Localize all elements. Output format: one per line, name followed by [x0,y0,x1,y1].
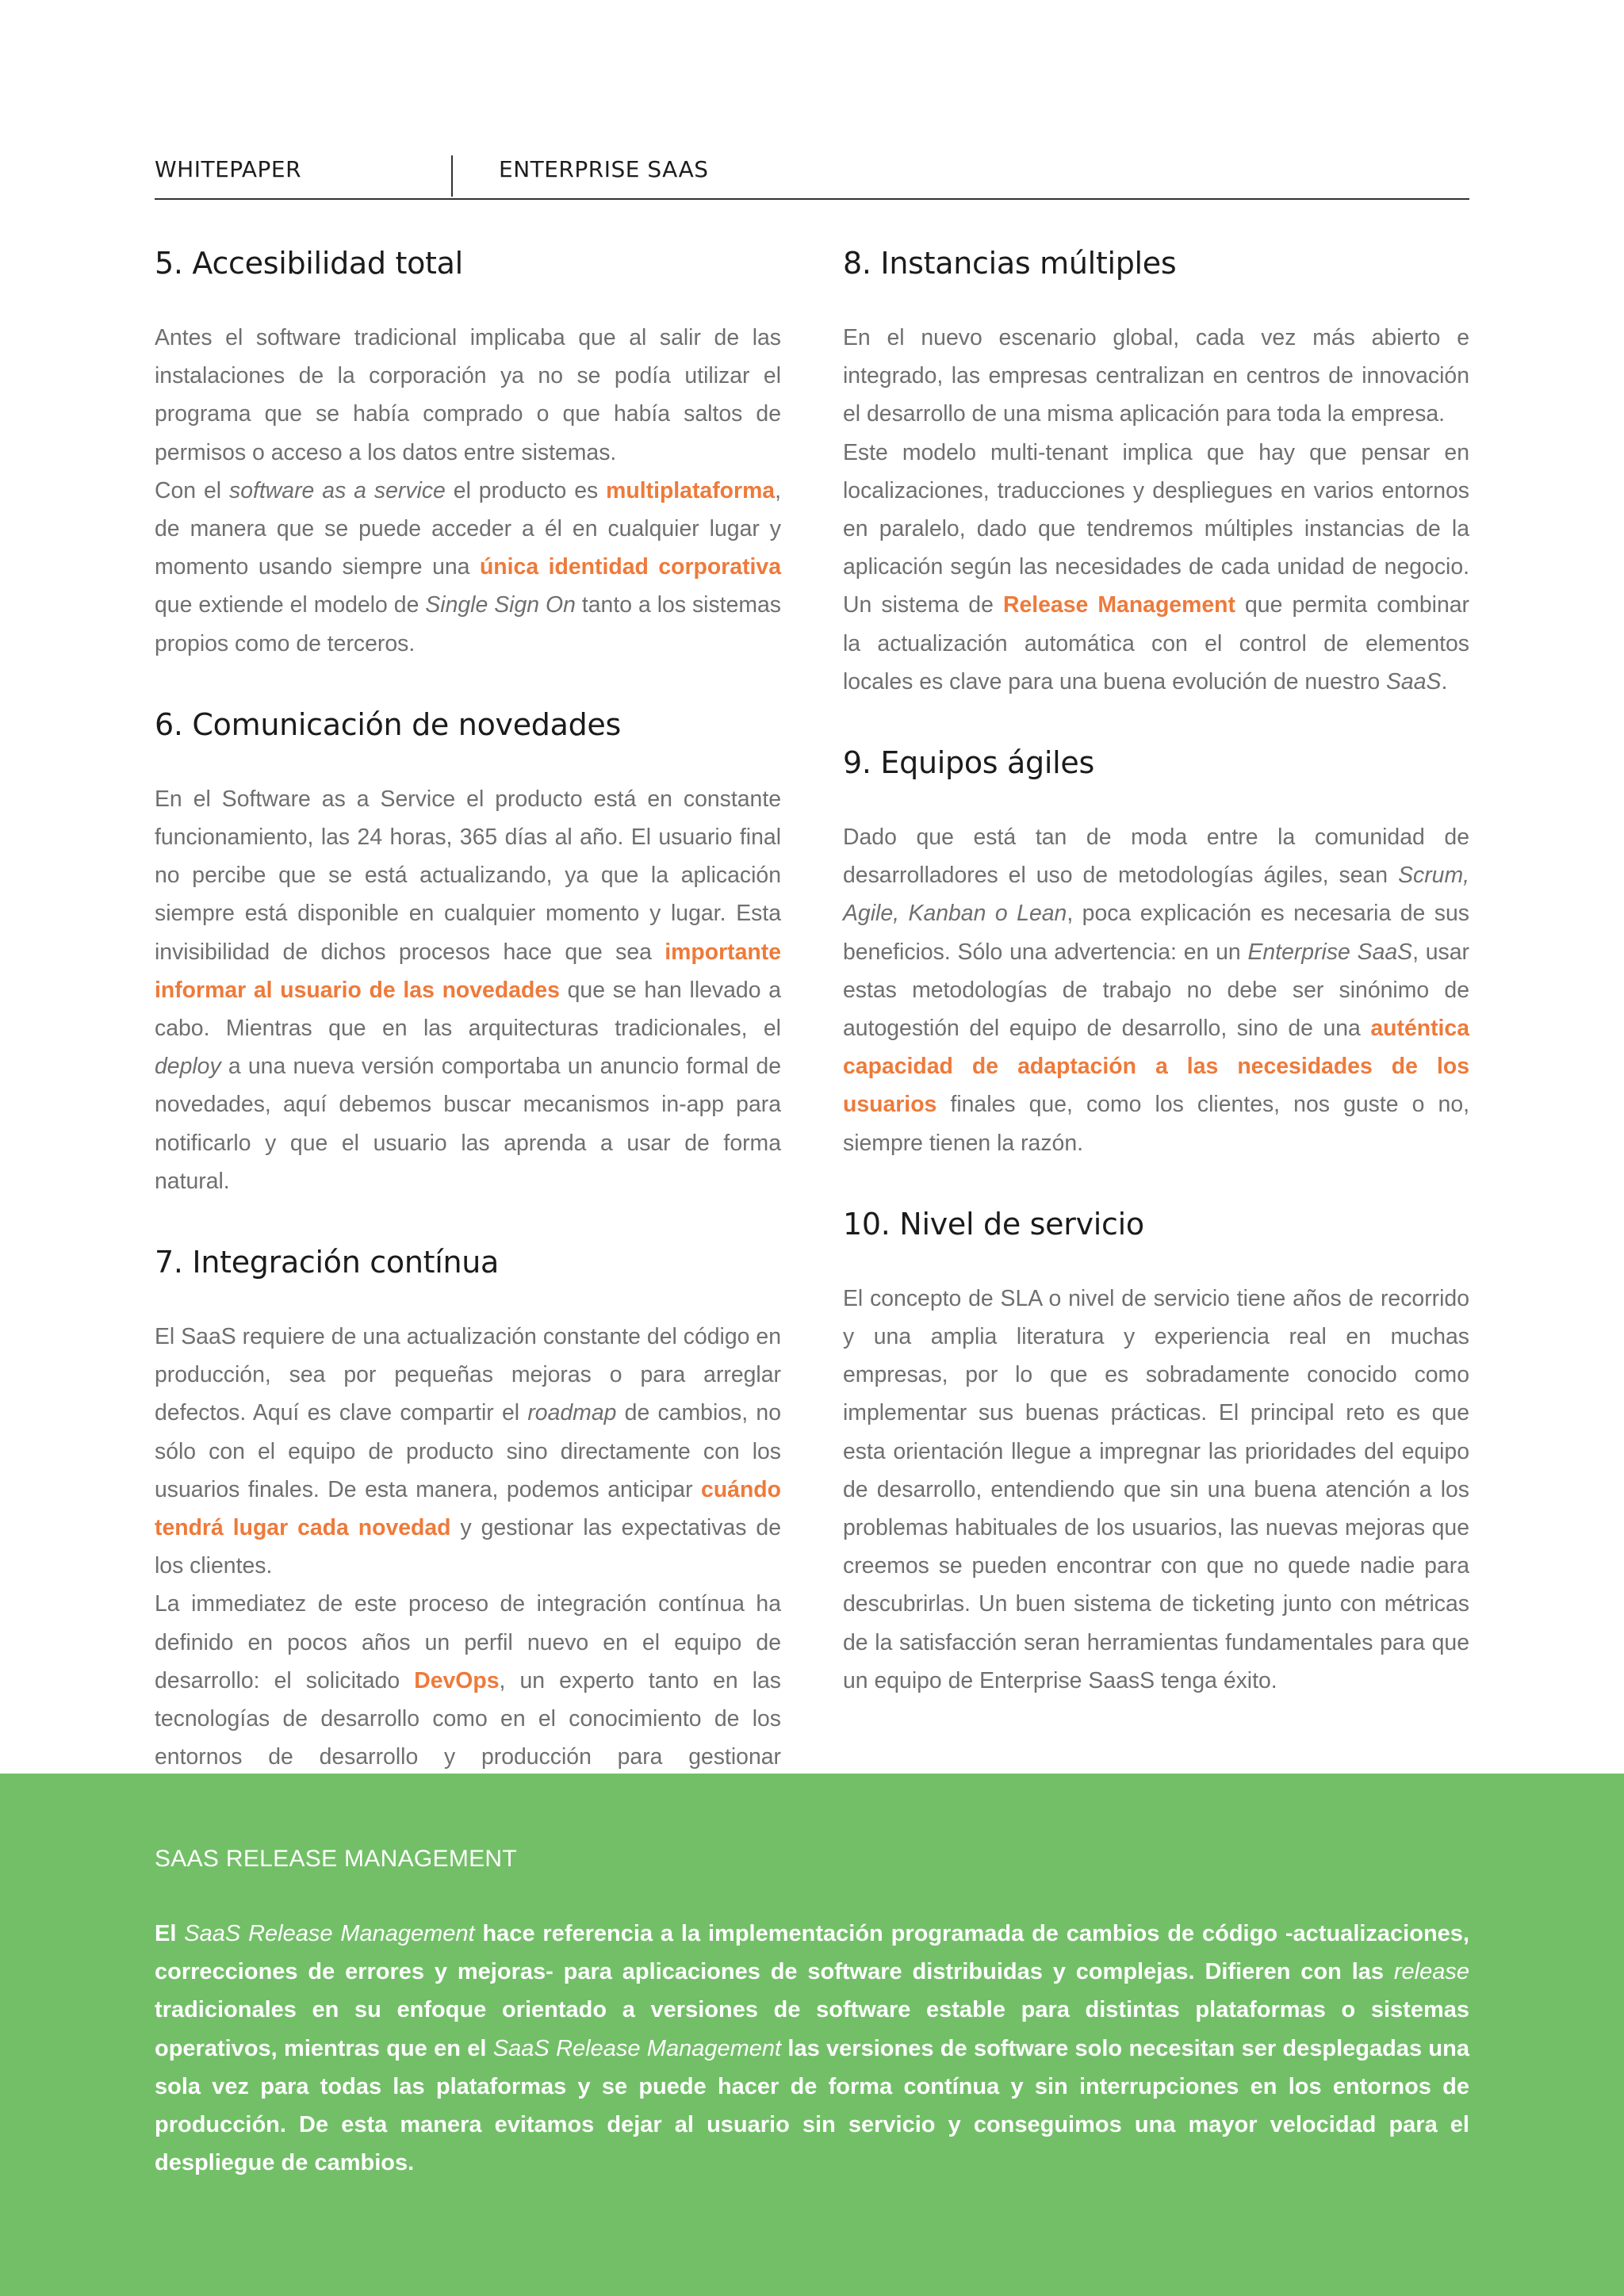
text-run: que se han llevado a cabo. Mientras que en las arquitecturas tradicionales, el [155,977,781,1042]
paragraph: Antes el software tradicional implicaba que al salir de las instalaciones de la corporación ya no se podía utilizar el programa que se había comprado o que había saltos de permisos o acceso a los datos entre sistemas. [155,325,781,465]
text-run: En el Software as a Service el producto está en constante funcionamiento, las 24 horas, 365 días al año. El usuario final no percibe que se está actualizando, ya que la aplicación siempre está disponible en cualquier momento y lugar. Esta invisibilidad de dichos procesos hace que sea [155,786,781,965]
header-divider [451,155,453,197]
right-column [843,238,1469,1700]
italic-term: software as a service [229,477,446,503]
paragraph: El concepto de SLA o nivel de servicio tiene años de recorrido y una amplia literatura y experiencia real en muchas empresas, por lo que es sobradamente conocido como implementar sus buenas prácticas. El principal reto es que esta orientación llegue a impregnar las prioridades del equipo de desarrollo, entendiendo que sin una buena atención a los problemas habituales de los usuarios, las nuevas mejoras que creemos se pueden encontrar con que no quede nadie para descubrirlas. Un buen sistema de ticketing junto con métricas de la satisfacción seran herramientas fundamentales para que un equipo de Enterprise SaasS tenga éxito. [843,1285,1469,1693]
paragraph: En el nuevo escenario global, cada vez más abierto e integrado, las empresas centralizan en centros de innovación el desarrollo de una misma aplicación para toda la empresa. [843,325,1469,427]
highlight-term: DevOps [414,1667,500,1693]
text-run: las versiones de software solo necesitan ser desplegadas una sola vez para todas las plataformas y se puede hacer de forma contínua y sin interrupciones en los entornos de producción. De esta manera evitamos dejar al usuario sin servicio y conseguimos una mayor velocidad para el despliegue de cambios. [155,2035,1469,2176]
text-run: Con el [155,477,230,503]
text-run: Este modelo multi-tenant implica que hay que pensar en localizaciones, traducciones y despliegues en varios entornos en paralelo, dado que tendremos múltiples instancias de la aplicación según las necesidades de cada unidad de negocio. Un sistema de [843,439,1469,618]
section-title: 7. Integración contínua [155,1245,500,1280]
page-header [155,155,1469,200]
paragraph [843,818,1469,1162]
italic-term: roadmap [527,1400,617,1426]
paragraph [843,434,1469,701]
text-run: . [1441,668,1448,695]
section-title: 6. Comunicación de novedades [155,706,621,742]
italic-term: Scrum, Agile, Kanban o Lean [843,863,1469,927]
text-run: , de manera que se puede acceder a él en cualquier lugar y momento usando siempre una [155,477,781,580]
section-title: 5. Accesibilidad total [155,246,463,281]
text-run: , un experto tanto en las tecnologías de desarrollo como en el conocimiento de los entornos de desarrollo y producción para gestionar [155,1667,781,1770]
text-run: a una nueva versión comportaba un anuncio formal de novedades, aquí debemos buscar mecanismos in-app para notificarlo y que el usuario las aprenda a usar de forma natural. [155,1054,781,1194]
italic-term: deploy [155,1054,221,1080]
italic-term: Enterprise SaaS [1247,939,1413,965]
section-instancias [843,238,1469,701]
highlight-term: única identidad corporativa [479,554,781,580]
text-run: el producto es [445,477,607,503]
text-run: tradicionales en su enfoque orientado a versiones de software estable para distintas plataformas o sistemas operativos, mientras que en el [155,1997,1469,2061]
highlight-term: importante informar al usuario de las novedades [155,939,781,1003]
section-nivel-servicio [843,1199,1469,1700]
text-run: La immediatez de este proceso de integración contínua ha definido en pocos años un perfil nuevo en el equipo de desarrollo: el solicitado [155,1591,781,1693]
left-column [155,238,781,1853]
highlight-term: cuándo tendrá lugar cada novedad [155,1476,781,1541]
text-run: finales que, como los clientes, nos guste o no, siempre tienen la razón. [843,1092,1469,1156]
section-title: 10. Nivel de servicio [843,1206,1144,1242]
section-integracion [155,1237,781,1853]
section-equipos [843,737,1469,1162]
callout-text [155,1915,1469,2182]
section-body [843,1280,1469,1700]
italic-term: release [1393,1959,1469,1985]
text-run: que permita combinar la actualización automática con el control de elementos locales es clave para una buena evolución de nuestro [843,592,1469,695]
text-run: tanto a los sistemas propios como de terceros. [155,592,781,656]
text-run: hace referencia a la implementación programada de cambios de código -actualizaciones, correcciones de errores y mejoras- para aplicaciones de software distribuidas y complejas. Difieren con las [155,1921,1469,1985]
header-label-enterprise-saas: ENTERPRISE SAAS [499,156,709,182]
header-label-whitepaper: WHITEPAPER [155,156,302,182]
section-body [155,1318,781,1853]
text-run: y gestionar las expectativas de los clientes. [155,1515,781,1579]
section-title: 9. Equipos ágiles [843,745,1094,781]
callout-title: SAAS RELEASE MANAGEMENT [155,1846,518,1872]
highlight-term: Release Management [1002,592,1235,618]
paragraph [155,780,781,1200]
text-run: de cambios, no sólo con el equipo de producto sino directamente con los usuarios finales. De esta manera, podemos anticipar [155,1400,781,1502]
italic-term: Single Sign On [425,592,576,618]
italic-term: SaaS Release Management [492,2035,782,2061]
text-run: El SaaS requiere de una actualización constante del código en producción, sea por pequeñas mejoras o para arreglar defectos. Aquí es clave compartir el [155,1324,781,1426]
section-title: 8. Instancias múltiples [843,246,1177,281]
italic-term: SaaS Release Management [184,1921,475,1946]
section-body [843,319,1469,701]
text-run: El [155,1921,185,1946]
section-comunicacion [155,699,781,1200]
text-run: que extiende el modelo de [155,592,426,618]
text-run: , usar estas metodologías de trabajo no debe ser sinónimo de autogestión del equipo de desarrollo, sino de una [843,939,1469,1042]
paragraph [155,1318,781,1585]
section-body [155,780,781,1200]
section-accesibilidad [155,238,781,663]
paragraph [155,472,781,663]
highlight-term: multiplataforma [606,477,776,503]
text-run: Dado que está tan de moda entre la comunidad de desarrolladores el uso de metodologías ágiles, sean [843,825,1469,889]
section-body [155,319,781,663]
highlight-term: auténtica capacidad de adaptación a las necesidades de los usuarios [843,1016,1469,1118]
italic-term: SaaS [1386,668,1442,695]
section-body [843,818,1469,1162]
release-management-callout [0,1774,1624,2296]
text-run: , poca explicación es necesaria de sus beneficios. Sólo una advertencia: en un [843,901,1469,965]
